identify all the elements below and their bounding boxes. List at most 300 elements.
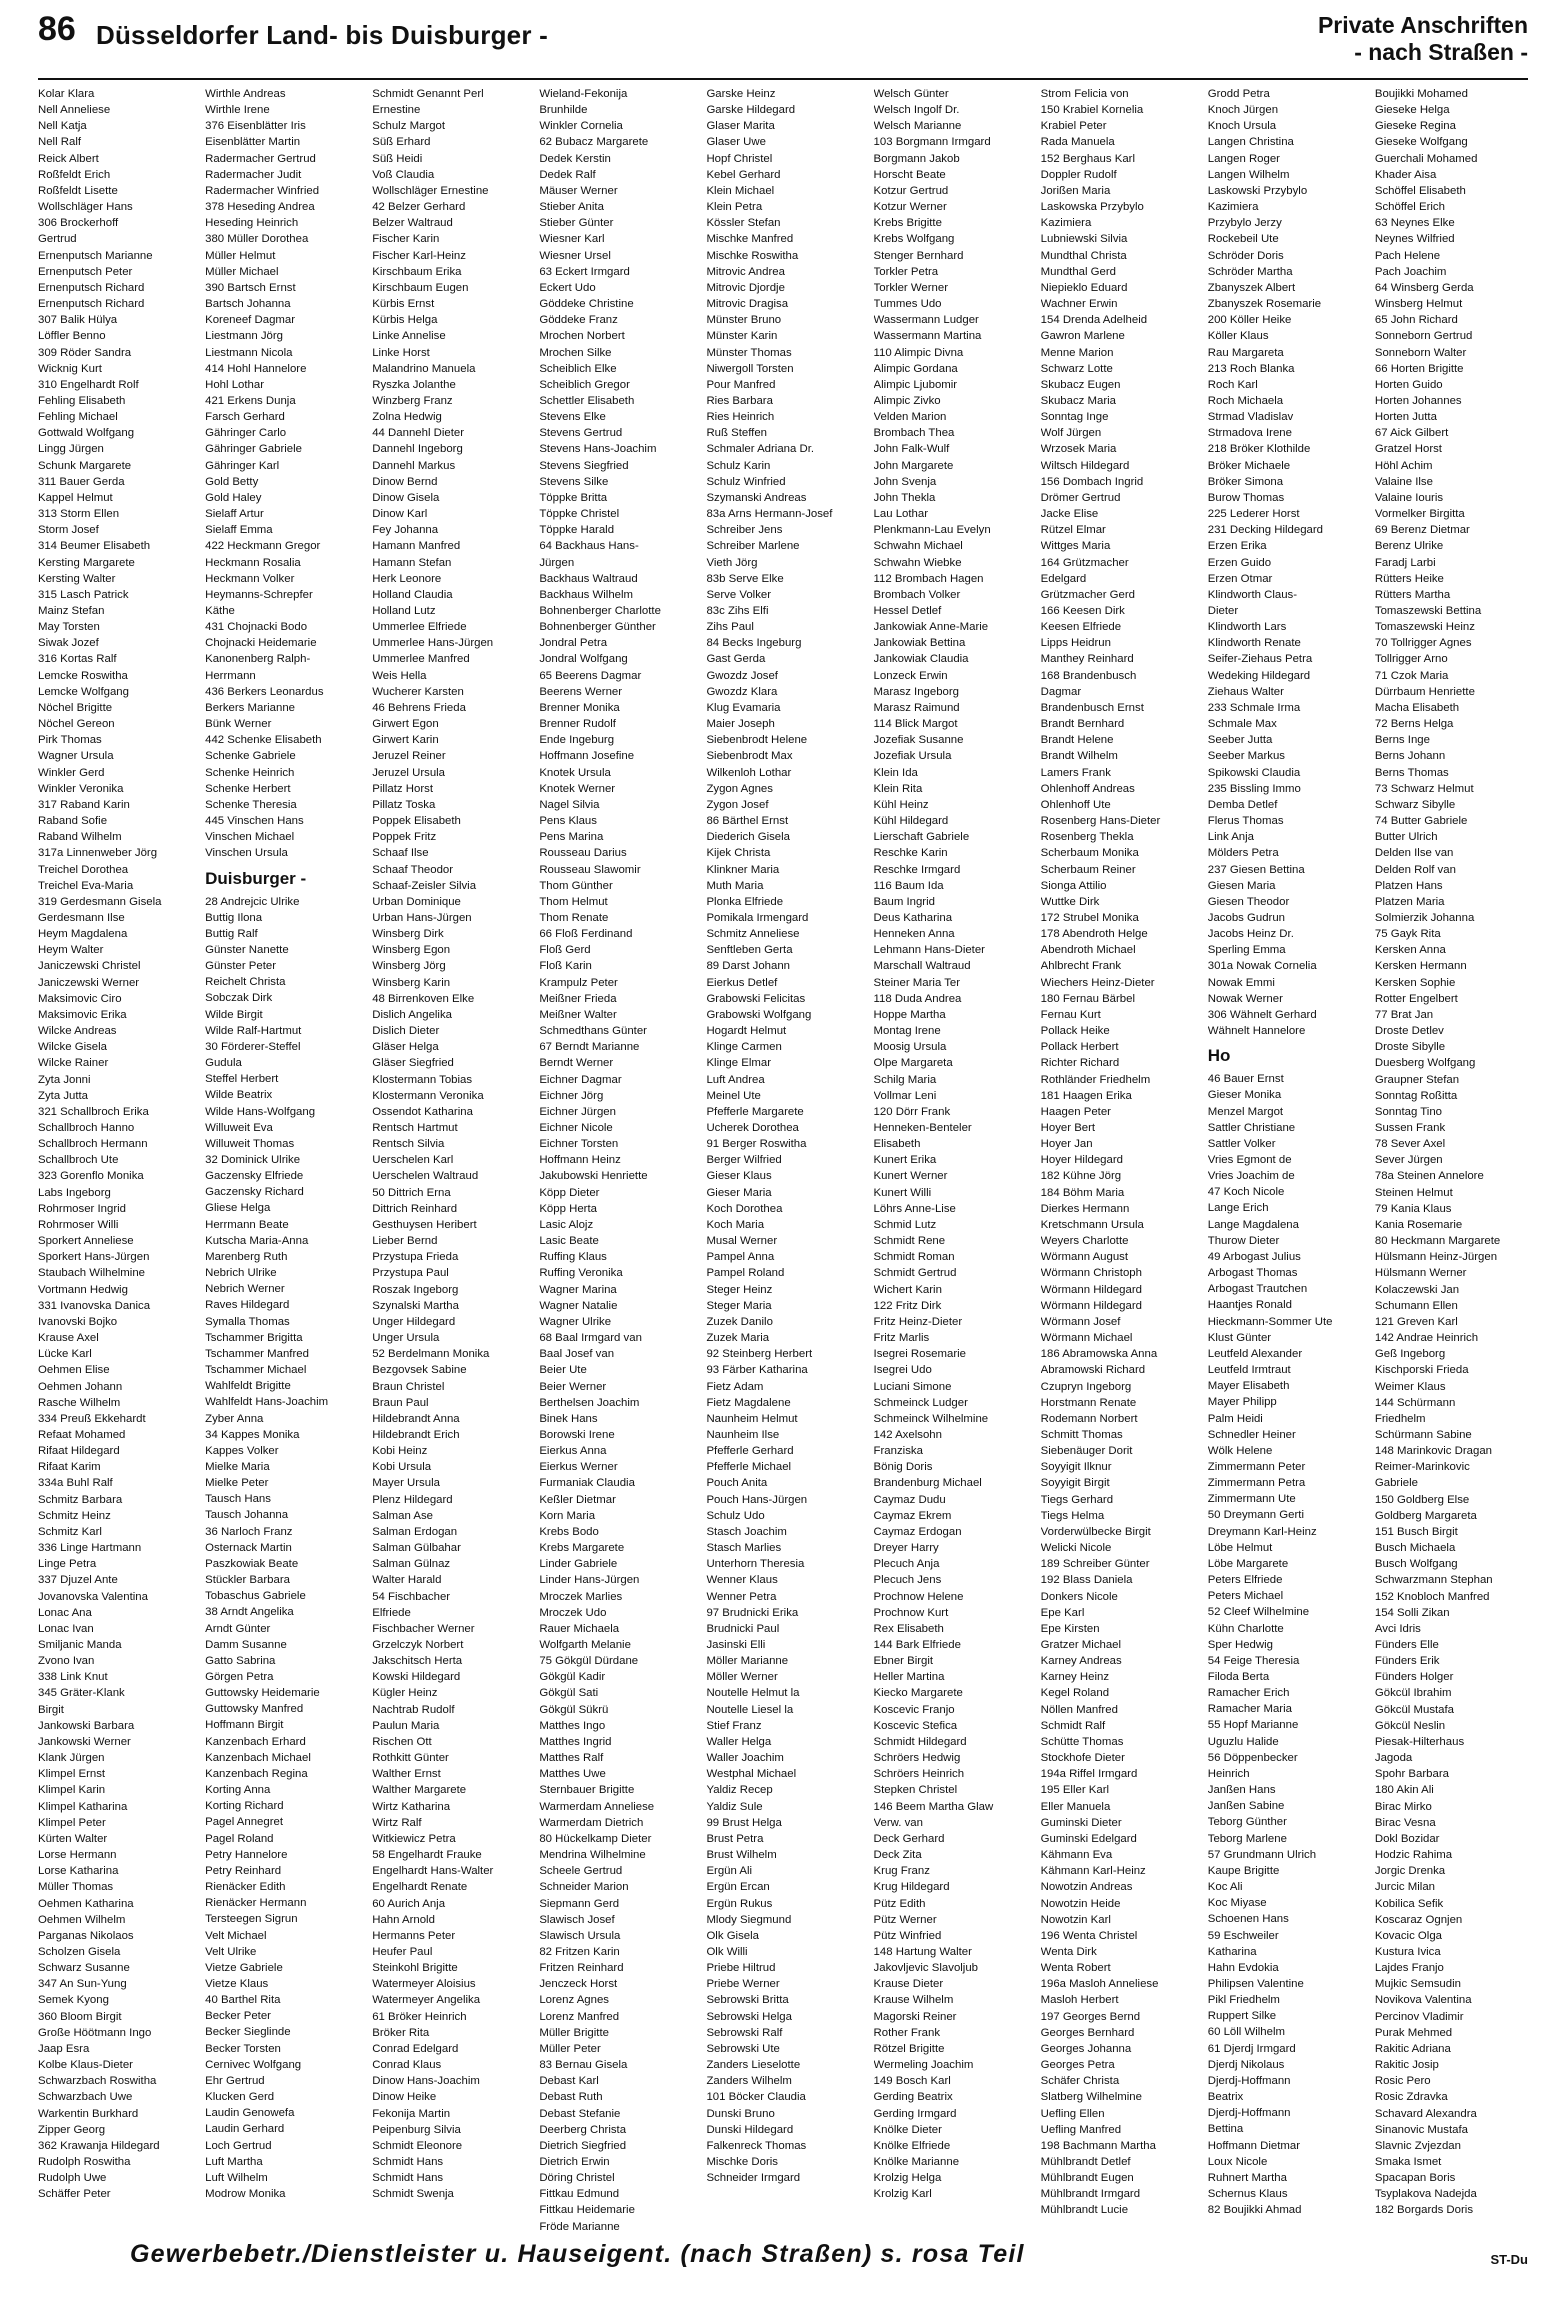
address-entry: Wedeking Hildegard xyxy=(1207,669,1311,682)
address-entry: 49 Arbogast Julius xyxy=(1207,1250,1301,1263)
address-entry: Dieter xyxy=(1207,605,1239,617)
address-entry: Baal Josef van xyxy=(539,1348,615,1361)
address-entry: Schneider Irmgard xyxy=(706,2172,801,2185)
address-entry: Scheiblich Gregor xyxy=(539,378,630,391)
address-entry: 152 Knobloch Manfred xyxy=(1374,1590,1490,1603)
address-entry: Schröder Doris xyxy=(1207,249,1284,262)
address-entry: Graupner Stefan xyxy=(1374,1073,1460,1086)
address-entry: Urban Dominique xyxy=(372,895,461,908)
address-entry: Vinschen Michael xyxy=(205,831,295,844)
address-entry: 101 Böcker Claudia xyxy=(706,2091,806,2104)
address-entry: Gähringer Karl xyxy=(205,459,280,472)
address-entry: 61 Djerdj Irmgard xyxy=(1207,2042,1296,2055)
address-entry: Salman Erdogan xyxy=(372,1525,458,1538)
address-entry: Giesen Maria xyxy=(1207,879,1276,892)
address-entry: Urban Hans-Jürgen xyxy=(372,911,472,924)
address-entry: Linge Petra xyxy=(38,1558,97,1571)
address-entry: 314 Beumer Elisabeth xyxy=(38,540,151,553)
address-entry: Pollack Herbert xyxy=(1040,1041,1119,1054)
address-entry: Keßler Dietmar xyxy=(539,1493,616,1506)
address-entry: 67 Berndt Marianne xyxy=(539,1041,640,1054)
column-6 xyxy=(874,86,1029,2231)
address-entry: Loux Nicole xyxy=(1207,2155,1268,2168)
address-entry: Welsch Günter xyxy=(873,88,949,100)
address-entry: Hamann Manfred xyxy=(372,540,461,553)
address-entry: 59 Eschweiler xyxy=(1207,1929,1279,1942)
address-entry: Knoch Ursula xyxy=(1207,120,1277,133)
address-entry: Schmidt Ralf xyxy=(1040,1719,1106,1732)
address-entry: Salman Gülnaz xyxy=(372,1558,451,1571)
address-entry: Kaupe Brigitte xyxy=(1207,1864,1280,1877)
address-entry: Gieser Monika xyxy=(1207,1089,1282,1102)
address-entry: Gieseke Regina xyxy=(1374,120,1456,133)
address-entry: 79 Kania Klaus xyxy=(1374,1202,1452,1215)
address-entry: Korting Richard xyxy=(205,1800,284,1813)
address-entry: Lierschaft Gabriele xyxy=(873,831,970,844)
address-entry: Slatberg Wilhelmine xyxy=(1040,2091,1142,2104)
address-entry: Löbe Helmut xyxy=(1207,1541,1273,1554)
address-entry: Sebrowski Ute xyxy=(706,2042,780,2055)
address-entry: Debast Karl xyxy=(539,2075,599,2088)
address-entry: Müller Brigitte xyxy=(539,2026,609,2039)
address-entry: Arndt Günter xyxy=(205,1622,271,1635)
address-entry: Laskowski Przybylo xyxy=(1207,184,1308,197)
address-listing xyxy=(38,86,1530,2231)
address-entry: Roßfeldt Lisette xyxy=(38,184,118,197)
address-entry: Czupryn Ingeborg xyxy=(1040,1380,1132,1393)
address-entry: 316 Kortas Ralf xyxy=(38,653,117,666)
address-entry: 148 Hartung Walter xyxy=(873,1945,972,1958)
address-entry: Reschke Irmgard xyxy=(873,863,961,876)
address-entry: 442 Schenke Elisabeth xyxy=(205,734,322,747)
address-entry: Schröers Hedwig xyxy=(873,1752,961,1765)
address-entry: Hodzic Rahima xyxy=(1374,1849,1453,1862)
address-entry: Bünk Werner xyxy=(205,718,272,731)
address-entry: Vorderwülbecke Birgit xyxy=(1040,1525,1151,1538)
address-entry: Bohnenberger Charlotte xyxy=(539,605,661,617)
address-entry: Hülsmann Heinz-Jürgen xyxy=(1374,1251,1498,1264)
address-entry: Guerchali Mohamed xyxy=(1374,152,1478,165)
address-entry: Mroczek Marlies xyxy=(539,1590,623,1603)
address-entry: Berger Wilfried xyxy=(706,1154,782,1167)
address-entry: Heckmann Volker xyxy=(205,572,295,585)
address-entry: Georges Bernhard xyxy=(1040,2026,1135,2039)
address-entry: Salman Gülbahar xyxy=(372,1542,461,1555)
address-entry: Grzelczyk Norbert xyxy=(372,1639,464,1651)
address-entry: 150 Krabiel Kornelia xyxy=(1040,104,1144,117)
address-entry: Mundthal Christa xyxy=(1040,249,1127,262)
address-entry: Brenner Monika xyxy=(539,701,620,714)
address-entry: Raband Sofie xyxy=(38,815,108,828)
address-entry: Thom Renate xyxy=(539,911,609,924)
address-entry: Kersting Margarete xyxy=(38,556,135,569)
address-entry: Mendrina Wilhelmine xyxy=(539,1849,646,1862)
address-entry: Klostermann Veronika xyxy=(372,1089,484,1102)
address-entry: Kobi Ursula xyxy=(372,1461,432,1474)
address-entry: Kähmann Eva xyxy=(1040,1849,1113,1862)
address-entry: Vries Joachim de xyxy=(1207,1170,1295,1183)
address-entry: Schmitt Thomas xyxy=(1040,1428,1123,1441)
address-entry: Lasic Beate xyxy=(539,1235,599,1248)
address-entry: Rakitic Josip xyxy=(1374,2059,1439,2072)
address-entry: Niepieklo Eduard xyxy=(1040,281,1128,294)
address-entry: Rothkitt Günter xyxy=(372,1752,449,1765)
address-entry: Fritz Heinz-Dieter xyxy=(873,1315,963,1328)
address-entry: Weyers Charlotte xyxy=(1040,1235,1129,1248)
address-entry: Walter Harald xyxy=(372,1574,442,1587)
address-entry: Wollschläger Hans xyxy=(38,201,133,214)
address-entry: Jakubowski Henriette xyxy=(539,1170,648,1183)
address-entry: Rada Manuela xyxy=(1040,136,1115,149)
address-entry: 142 Axelsohn xyxy=(873,1428,942,1441)
address-entry: Sonneborn Gertrud xyxy=(1374,330,1473,343)
address-entry: Ruffing Klaus xyxy=(539,1251,607,1264)
address-entry: Hoffmann Josefine xyxy=(539,750,635,763)
address-entry: Klein Petra xyxy=(706,201,763,214)
address-entry: 46 Behrens Frieda xyxy=(372,701,466,714)
address-entry: Sonneborn Walter xyxy=(1374,346,1467,359)
address-entry: Höhl Achim xyxy=(1374,459,1433,472)
address-entry: Storm Josef xyxy=(38,524,99,537)
address-entry: Schmitz Barbara xyxy=(38,1493,123,1506)
address-entry: Lorse Katharina xyxy=(38,1865,119,1878)
address-entry: 336 Linge Hartmann xyxy=(38,1542,142,1555)
address-entry: Hohl Lothar xyxy=(205,378,264,391)
address-entry: Sebrowski Helga xyxy=(706,2010,792,2023)
address-entry: 149 Bosch Karl xyxy=(873,2075,951,2088)
address-entry: Katharina xyxy=(1207,1945,1257,1958)
address-entry: 78 Sever Axel xyxy=(1374,1138,1446,1151)
address-entry: Schütte Thomas xyxy=(1040,1735,1124,1748)
address-entry: Jankowiak Anne-Marie xyxy=(873,621,989,634)
address-entry: Schürmann Sabine xyxy=(1374,1428,1472,1441)
address-entry: Vries Egmont de xyxy=(1207,1154,1292,1166)
address-entry: 36 Narloch Franz xyxy=(205,1525,293,1538)
address-entry: Unger Ursula xyxy=(372,1332,440,1345)
address-entry: 67 Aick Gilbert xyxy=(1374,427,1449,440)
address-entry: Braun Paul xyxy=(372,1396,429,1409)
address-entry: Klinge Carmen xyxy=(706,1041,782,1054)
address-entry: Schmidt Rene xyxy=(873,1235,946,1248)
address-entry: Kebel Gerhard xyxy=(706,168,781,181)
address-entry: Heymanns-Schrepfer xyxy=(205,588,313,601)
address-entry: Kanzenbach Michael xyxy=(205,1751,311,1764)
address-entry: Kolbe Klaus-Dieter xyxy=(38,2059,133,2072)
address-entry: Koscevic Franjo xyxy=(873,1703,955,1716)
address-entry: Belzer Waltraud xyxy=(372,217,453,230)
address-entry: 378 Heseding Andrea xyxy=(205,201,315,214)
address-entry: Waller Joachim xyxy=(706,1752,784,1765)
address-entry: Peters Michael xyxy=(1207,1590,1284,1603)
address-entry: Rienäcker Edith xyxy=(205,1881,286,1894)
address-entry: Schmale Max xyxy=(1207,718,1277,731)
address-entry: Marenberg Ruth xyxy=(205,1250,288,1263)
address-entry: Brandt Helene xyxy=(1040,734,1114,747)
address-entry: Mühlbrandt Irmgard xyxy=(1040,2188,1141,2201)
address-entry: Strmadova Irene xyxy=(1207,427,1292,440)
address-entry: Süß Erhard xyxy=(372,136,431,149)
address-entry: 184 Böhm Maria xyxy=(1040,1186,1125,1199)
address-entry: Eichner Dagmar xyxy=(539,1073,622,1086)
address-entry: Caymaz Erdogan xyxy=(873,1525,962,1538)
address-entry: Gökcül Neslin xyxy=(1374,1719,1446,1732)
address-entry: 60 Löll Wilhelm xyxy=(1207,2026,1285,2039)
address-entry: Becker Sieglinde xyxy=(205,2026,291,2039)
address-entry: Teborg Günther xyxy=(1207,1816,1287,1829)
address-entry: Georges Petra xyxy=(1040,2059,1115,2072)
address-entry: 82 Fritzen Karin xyxy=(539,1945,620,1958)
address-entry: Floß Karin xyxy=(539,960,592,973)
address-entry: Klein Michael xyxy=(706,184,775,197)
address-entry: Becker Peter xyxy=(205,2010,271,2023)
address-entry: 89 Darst Johann xyxy=(706,960,791,973)
address-entry: Sonntag Roßitta xyxy=(1374,1089,1458,1102)
address-entry: Mühlbrandt Eugen xyxy=(1040,2172,1134,2185)
address-entry: Gieseke Helga xyxy=(1374,104,1450,117)
address-entry: Stepken Christel xyxy=(873,1784,958,1797)
address-entry: Kähmann Karl-Heinz xyxy=(1040,1865,1146,1878)
address-entry: Löffler Benno xyxy=(38,330,106,343)
address-entry: Klinkner Maria xyxy=(706,863,780,876)
address-entry: Thom Helmut xyxy=(539,895,608,908)
address-entry: Pfefferle Michael xyxy=(706,1461,792,1474)
address-entry: Tersteegen Sigrun xyxy=(205,1913,298,1926)
address-entry: Gratzel Horst xyxy=(1374,443,1442,456)
address-entry: Rothländer Friedhelm xyxy=(1040,1073,1151,1086)
address-entry: Käthe xyxy=(205,605,235,617)
address-entry: Edelgard xyxy=(1040,572,1087,585)
address-entry: Wörmann Michael xyxy=(1040,1332,1133,1345)
address-entry: Mielke Peter xyxy=(205,1477,269,1490)
address-entry: Karney Andreas xyxy=(1040,1655,1122,1668)
address-entry: Novikova Valentina xyxy=(1374,1994,1472,2007)
address-entry: Ende Ingeburg xyxy=(539,734,615,747)
address-entry: Dreyer Harry xyxy=(873,1542,939,1555)
address-entry: Seeber Jutta xyxy=(1207,734,1273,747)
address-entry: Kürbis Helga xyxy=(372,314,438,327)
address-entry: Paulun Maria xyxy=(372,1719,440,1732)
page-header xyxy=(38,8,1528,72)
address-entry: Nowotzin Heide xyxy=(1040,1897,1121,1910)
address-entry: Zvono Ivan xyxy=(38,1655,95,1668)
address-entry: Jorißen Maria xyxy=(1040,184,1111,197)
address-entry: Gieseke Wolfgang xyxy=(1374,136,1468,149)
address-entry: Zanders Lieselotte xyxy=(706,2059,801,2072)
address-entry: Mayer Elisabeth xyxy=(1207,1380,1290,1393)
address-entry: Beier Werner xyxy=(539,1380,607,1393)
address-entry: Klinge Elmar xyxy=(706,1057,772,1070)
address-entry: Klug Evamaria xyxy=(706,701,781,714)
address-entry: 73 Schwarz Helmut xyxy=(1374,782,1474,795)
address-entry: Langen Roger xyxy=(1207,152,1280,165)
address-entry: Heym Walter xyxy=(38,944,104,957)
address-entry: 362 Krawanja Hildegard xyxy=(38,2139,160,2152)
address-entry: Eichner Torsten xyxy=(539,1138,619,1151)
column-4 xyxy=(539,86,694,2231)
address-entry: Gaczensky Richard xyxy=(205,1186,304,1199)
address-entry: Modrow Monika xyxy=(205,2188,286,2200)
address-entry: Brandenburg Michael xyxy=(873,1477,982,1490)
address-entry: Klimpel Karin xyxy=(38,1784,106,1797)
address-entry: Kijek Christa xyxy=(706,847,771,860)
address-entry: 61 Bröker Heinrich xyxy=(372,2010,467,2023)
address-entry: Salman Ase xyxy=(372,1509,434,1522)
address-entry: Grabowski Wolfgang xyxy=(706,1008,812,1021)
address-entry: Jovanovska Valentina xyxy=(38,1590,148,1603)
address-entry: Schmidt Swenja xyxy=(372,2188,454,2201)
address-entry: Symalla Thomas xyxy=(205,1315,290,1328)
address-entry: Wermeling Joachim xyxy=(873,2059,974,2072)
address-entry: Teborg Marlene xyxy=(1207,1832,1287,1845)
address-entry: Rotter Engelbert xyxy=(1374,992,1458,1005)
address-entry: Klucken Gerd xyxy=(205,2091,275,2104)
address-entry: Hoyer Hildegard xyxy=(1040,1154,1123,1167)
address-entry: Pens Marina xyxy=(539,831,604,844)
address-entry: Wicknig Kurt xyxy=(38,362,102,375)
address-entry: Fehling Michael xyxy=(38,411,118,424)
address-entry: Süß Heidi xyxy=(372,152,423,165)
address-entry: 92 Steinberg Herbert xyxy=(706,1348,813,1361)
address-entry: Ziehaus Walter xyxy=(1207,685,1284,698)
address-entry: Lasic Alojz xyxy=(539,1218,594,1231)
address-entry: 323 Gorenflo Monika xyxy=(38,1170,144,1183)
address-entry: Schulz Margot xyxy=(372,120,446,133)
address-entry: Schumann Ellen xyxy=(1374,1299,1458,1312)
address-entry: Hildebrandt Erich xyxy=(372,1428,460,1441)
address-entry: 72 Berns Helga xyxy=(1374,718,1454,731)
address-entry: Unterhorn Theresia xyxy=(706,1558,805,1571)
address-entry: Uefling Ellen xyxy=(1040,2107,1105,2120)
address-entry: Jürgen xyxy=(539,556,575,569)
address-entry: 390 Bartsch Ernst xyxy=(205,281,296,294)
address-entry: 83c Zihs Elfi xyxy=(706,605,769,617)
address-entry: Steinen Helmut xyxy=(1374,1186,1453,1199)
address-entry: Möller Marianne xyxy=(706,1655,789,1668)
address-entry: Tausch Hans xyxy=(205,1493,271,1506)
address-entry: Eierkus Detlef xyxy=(706,976,778,989)
address-entry: Rosic Pero xyxy=(1374,2075,1431,2088)
address-entry: Tschammer Brigitta xyxy=(205,1331,303,1344)
address-entry: Torkler Petra xyxy=(873,265,939,278)
address-entry: Rauer Michaela xyxy=(539,1622,620,1635)
address-entry: Lajdes Franjo xyxy=(1374,1962,1444,1975)
address-entry: Maksimovic Ciro xyxy=(38,992,122,1005)
address-entry: Köller Klaus xyxy=(1207,330,1269,343)
address-entry: Wiesner Ursel xyxy=(539,249,611,262)
address-entry: Glaser Uwe xyxy=(706,136,766,149)
address-entry: Rockebeil Ute xyxy=(1207,233,1279,246)
address-entry: Wenner Klaus xyxy=(706,1574,778,1587)
address-entry: Fittkau Heidemarie xyxy=(539,2204,635,2217)
address-entry: Debast Stefanie xyxy=(539,2107,621,2120)
address-entry: Osternack Martin xyxy=(205,1541,292,1554)
address-entry: Skubacz Eugen xyxy=(1040,378,1121,391)
address-entry: Gähringer Carlo xyxy=(205,427,287,440)
address-entry: Wirthle Andreas xyxy=(205,88,286,100)
address-entry: Niwergoll Torsten xyxy=(706,362,794,375)
address-entry: Cernivec Wolfgang xyxy=(205,2058,302,2071)
address-entry: Reschke Karin xyxy=(873,847,948,860)
address-entry: Zimmermann Ute xyxy=(1207,1493,1296,1506)
address-entry: Voß Claudia xyxy=(372,168,435,181)
address-entry: Jacobs Gudrun xyxy=(1207,911,1286,924)
address-entry: Kobilica Sefik xyxy=(1374,1897,1444,1910)
address-entry: 154 Solli Zikan xyxy=(1374,1606,1450,1619)
address-entry: Isegrei Udo xyxy=(873,1364,932,1377)
address-entry: Butter Ulrich xyxy=(1374,831,1438,844)
address-entry: Matthes Ingo xyxy=(539,1719,606,1732)
address-entry: Schmidt Gertrud xyxy=(873,1267,957,1280)
address-entry: Haantjes Ronald xyxy=(1207,1299,1292,1312)
address-entry: Ernenputsch Peter xyxy=(38,265,133,278)
address-entry: Oehmen Johann xyxy=(38,1380,123,1393)
address-entry: Flerus Thomas xyxy=(1207,815,1284,828)
address-entry: Sternbauer Brigitte xyxy=(539,1784,635,1797)
address-entry: Poppek Fritz xyxy=(372,831,437,844)
address-entry: Winkler Gerd xyxy=(38,766,105,779)
address-entry: Naunheim Helmut xyxy=(706,1412,798,1425)
address-entry: Pach Helene xyxy=(1374,249,1441,262)
address-entry: Lubniewski Silvia xyxy=(1040,233,1128,246)
address-entry: Nowak Emmi xyxy=(1207,976,1275,989)
address-entry: Busch Michaela xyxy=(1374,1542,1456,1555)
address-entry: Lemcke Wolfgang xyxy=(38,685,129,698)
address-entry: Rischen Ott xyxy=(372,1735,432,1748)
address-entry: 38 Arndt Angelika xyxy=(205,1606,294,1619)
address-entry: Siepmann Gerd xyxy=(539,1897,620,1910)
address-entry: Steffel Herbert xyxy=(205,1073,279,1086)
address-entry: Farsch Gerhard xyxy=(205,411,285,424)
address-entry: Pampel Anna xyxy=(706,1251,775,1264)
address-entry: Wörmann Hildegard xyxy=(1040,1283,1142,1296)
address-entry: Schmeinck Ludger xyxy=(873,1396,968,1409)
address-entry: 360 Bloom Birgit xyxy=(38,2010,122,2023)
address-entry: Schavard Alexandra xyxy=(1374,2107,1477,2120)
address-entry: Leutfeld Alexander xyxy=(1207,1347,1303,1360)
address-entry: 46 Bauer Ernst xyxy=(1207,1073,1284,1086)
address-entry: Ruffing Veronika xyxy=(539,1267,623,1280)
address-entry: Welsch Ingolf Dr. xyxy=(873,104,960,117)
address-entry: Müller Helmut xyxy=(205,249,276,262)
address-entry: Naunheim Ilse xyxy=(706,1428,780,1441)
address-entry: Winkler Veronika xyxy=(38,782,124,795)
address-entry: Ernenputsch Marianne xyxy=(38,249,153,262)
address-entry: Schreiber Jens xyxy=(706,524,783,537)
address-entry: 154 Drenda Adelheid xyxy=(1040,314,1148,327)
address-entry: Jondral Wolfgang xyxy=(539,653,628,666)
address-entry: Jozefiak Susanne xyxy=(873,734,964,747)
address-entry: 63 Neynes Elke xyxy=(1374,217,1455,230)
address-entry: Sussen Frank xyxy=(1374,1122,1446,1134)
address-entry: Schwarzbach Roswitha xyxy=(38,2075,157,2088)
address-entry: Jeruzel Ursula xyxy=(372,766,446,779)
address-entry: Spacapan Boris xyxy=(1374,2172,1456,2185)
address-entry: Olk Gisela xyxy=(706,1929,759,1942)
address-entry: Birac Vesna xyxy=(1374,1816,1436,1829)
address-entry: 86 Bärthel Ernst xyxy=(706,815,789,828)
address-entry: Valaine Iouris xyxy=(1374,491,1444,504)
address-entry: Marasz Raimund xyxy=(873,701,960,714)
address-entry: John Margarete xyxy=(873,459,954,472)
address-entry: Fehling Elisabeth xyxy=(38,394,126,407)
address-entry: Noutelle Helmut la xyxy=(706,1687,800,1700)
address-entry: Rosenberg Thekla xyxy=(1040,831,1134,844)
address-entry: Schnedler Heiner xyxy=(1207,1428,1296,1441)
address-entry: Erzen Otmar xyxy=(1207,572,1273,585)
address-entry: Krebs Brigitte xyxy=(873,217,942,230)
address-entry: Gliese Helga xyxy=(205,1202,271,1215)
address-entry: Sonntag Inge xyxy=(1040,411,1109,424)
